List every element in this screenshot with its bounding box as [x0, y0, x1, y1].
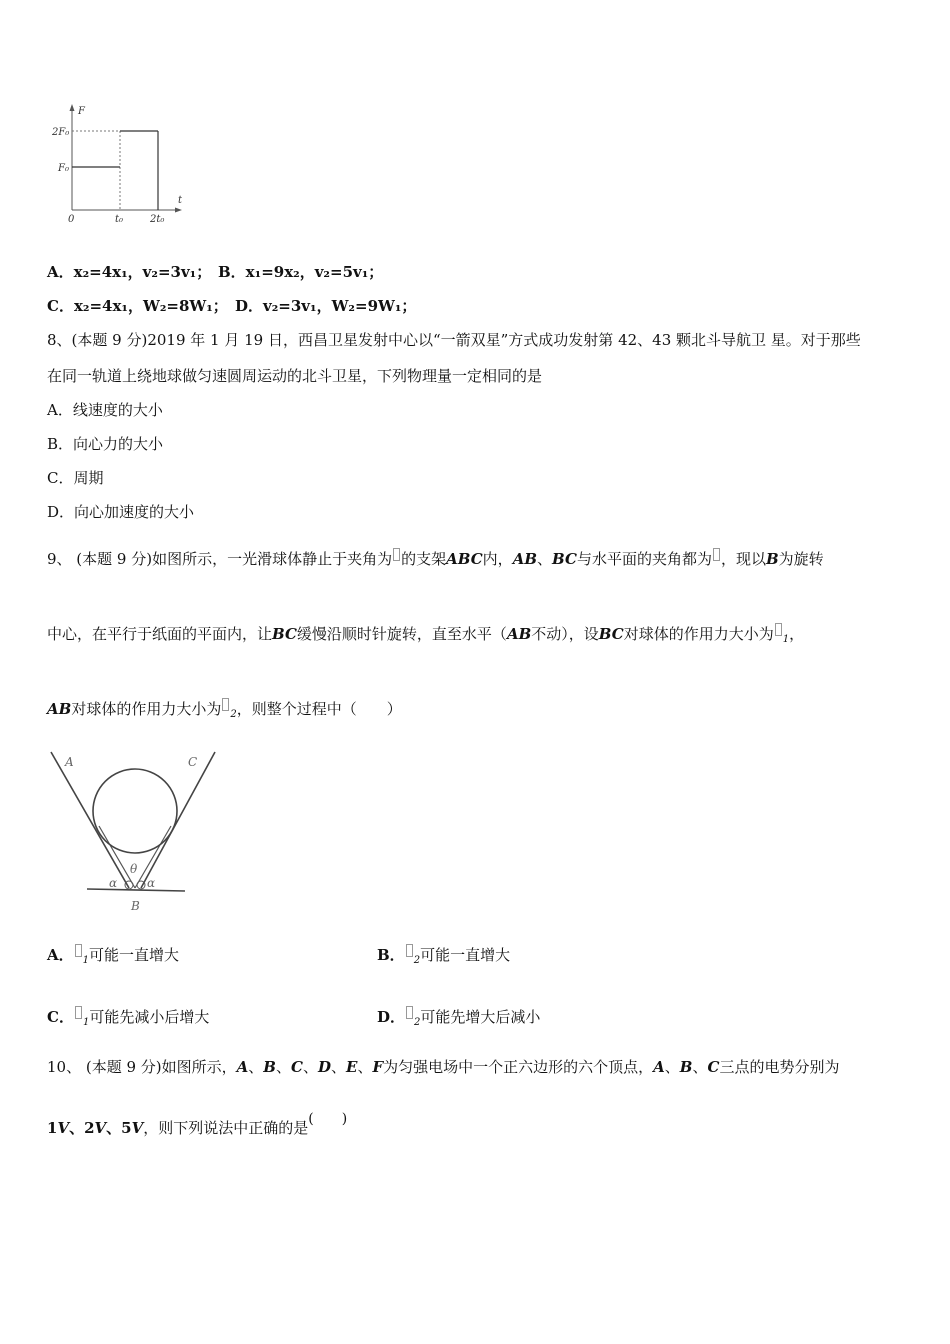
q10-l2-h: ( ) [308, 1111, 348, 1127]
x-axis-label: t [178, 195, 183, 206]
q10-l2-g: ，则下列说法中正确的是 [143, 1119, 309, 1137]
q9-stem-line1 [47, 548, 824, 569]
figure-label-a: A [65, 755, 74, 769]
q9-option-d [377, 1006, 540, 1033]
q9-l1-e: AB [512, 550, 538, 568]
force-time-graph [48, 100, 198, 225]
tick-2t0: 2t₀ [150, 214, 165, 225]
q10-l1-b: A [236, 1058, 249, 1076]
q9-l3-d: ，则整个过程中（ ） [236, 700, 402, 718]
q9-l3-c: 2 [230, 709, 237, 720]
q9-option-a [47, 944, 179, 971]
q9-opt-d-sub: 2 [414, 1017, 421, 1028]
q8-stem-line2: 在同一轨道上绕地球做匀速圆周运动的北斗卫星，下列物理量一定相同的是 [47, 367, 543, 385]
q10-l2-d: V [94, 1119, 107, 1137]
q9-option-c [47, 1006, 209, 1033]
q9-l2-h: 1 [782, 634, 790, 645]
q10-l1-s: 三点的电势分别为 [719, 1058, 840, 1076]
q9-opt-c-text: 可能先减小后增大 [89, 1008, 210, 1026]
alpha-placeholder-icon [713, 548, 720, 561]
q9-opt-c-letter: C． [47, 1008, 74, 1026]
q8-stem-line1: 8、(本题 9 分)2019 年 1 月 19 日，西昌卫星发射中心以“一箭双星”方式成功发射第 42、43 颗北斗导航卫 星。对于那些 [47, 331, 861, 349]
tick-t0: t₀ [115, 214, 124, 225]
f2-placeholder-icon [406, 1006, 413, 1019]
q9-l1-j: B [765, 550, 779, 568]
q7-option-d: D．v₂=3v₁，W₂=9W₁； [235, 297, 417, 315]
q9-l2-b: BC [272, 625, 297, 643]
q9-l1-i: ，现以 [720, 550, 766, 568]
q9-l1-b: 的支架 [401, 550, 447, 568]
y-axis-label: F [78, 106, 85, 117]
f1-placeholder-icon [75, 944, 82, 957]
figure-label-alpha-right: α [147, 876, 156, 890]
q9-opt-b-sub: 2 [413, 955, 421, 966]
q9-l3-a: AB [47, 700, 72, 718]
q10-l2-a: 1 [47, 1119, 58, 1137]
q10-l1-c: 、 [248, 1058, 264, 1076]
q10-l1-g: 、 [302, 1058, 318, 1076]
theta-placeholder-icon [393, 548, 400, 561]
sphere-bracket-figure [45, 748, 225, 918]
q10-l1-q: 、 [692, 1058, 708, 1076]
q10-l1-e: 、 [275, 1058, 291, 1076]
q10-stem-line1 [47, 1057, 839, 1077]
f2-placeholder-icon [406, 944, 413, 957]
figure-label-theta: θ [130, 862, 138, 876]
q8-option-b: B．向心力的大小 [47, 435, 164, 453]
q9-l3-b: 对球体的作用力大小为 [71, 700, 222, 718]
q7-option-c: C．x₂=4x₁，W₂=8W₁； [47, 297, 228, 315]
f1-placeholder-icon [75, 1006, 82, 1019]
q10-l2-f: V [131, 1119, 144, 1137]
tick-F0: F₀ [58, 163, 69, 174]
q9-l1-a: 9、 (本题 9 分)如图所示，一光滑球体静止于夹角为 [47, 550, 393, 568]
q10-l1-i: 、 [330, 1058, 346, 1076]
q8-option-c: C．周期 [47, 469, 104, 487]
q9-l1-h: 与水平面的夹角都为 [576, 550, 712, 568]
f2-placeholder-icon [222, 698, 229, 711]
q9-l1-c: ABC [446, 550, 483, 568]
q10-l1-a: 10、 (本题 9 分)如图所示， [47, 1058, 237, 1076]
q10-l1-r: C [707, 1058, 720, 1076]
q10-l1-j: E [346, 1058, 358, 1076]
q10-l1-f: C [291, 1058, 303, 1076]
ground-line [87, 889, 185, 891]
q7-option-b: B．x₁=9x₂，v₂=5v₁； [218, 263, 384, 281]
q10-l1-n: A [653, 1058, 665, 1076]
q9-l2-g: 对球体的作用力大小为 [623, 625, 774, 643]
q9-l1-f: 、 [537, 550, 553, 568]
q7-option-a: A．x₂=4x₁，v₂=3v₁； [47, 263, 212, 281]
figure-label-c: C [188, 755, 198, 769]
q10-l2-c: 、2 [69, 1119, 95, 1137]
q10-l1-l: F [372, 1058, 384, 1076]
q9-l2-e: 不动），设 [531, 625, 599, 643]
origin-label: 0 [68, 214, 75, 225]
q9-opt-d-text: 可能先增大后减小 [420, 1008, 541, 1026]
q9-opt-b-letter: B． [377, 946, 405, 964]
q9-l2-a: 中心，在平行于纸面的平面内，让 [47, 625, 273, 643]
q9-opt-d-letter: D． [377, 1008, 406, 1026]
q9-l1-g: BC [552, 550, 577, 568]
q9-opt-b-text: 可能一直增大 [420, 946, 511, 964]
q9-stem-line2 [47, 623, 804, 650]
q10-l1-d: B [263, 1058, 276, 1076]
q9-l2-c: 缓慢沿顺时针旋转，直至水平（ [296, 625, 507, 643]
q9-opt-a-text: 可能一直增大 [89, 946, 180, 964]
q10-l1-m: 为匀强电场中一个正六边形的六个顶点， [383, 1058, 654, 1076]
q9-opt-a-letter: A． [47, 946, 74, 964]
q10-l1-p: B [679, 1058, 693, 1076]
q9-opt-c-sub: 1 [82, 1017, 90, 1028]
tick-2F0: 2F₀ [52, 127, 70, 138]
q10-stem-line2 [47, 1111, 348, 1139]
q8-option-d: D．向心加速度的大小 [47, 503, 195, 521]
q10-l2-b: V [57, 1119, 70, 1137]
figure-label-b: B [131, 899, 140, 913]
figure-label-alpha-left: α [109, 876, 118, 890]
q9-l2-d: AB [506, 625, 532, 643]
y-axis-arrow [70, 104, 75, 111]
q10-l1-k: 、 [357, 1058, 373, 1076]
q10-l1-o: 、 [664, 1058, 680, 1076]
q10-l1-h: D [317, 1058, 331, 1076]
q8-option-a: A．线速度的大小 [47, 401, 163, 419]
f1-placeholder-icon [775, 623, 782, 636]
q9-l1-k: 为旋转 [778, 550, 824, 568]
q9-l2-f: BC [598, 625, 624, 643]
sphere [93, 769, 177, 853]
q9-l1-d: 内， [482, 550, 513, 568]
q9-opt-a-sub: 1 [82, 955, 90, 966]
x-axis-arrow [175, 208, 182, 213]
q9-stem-line3 [47, 698, 402, 725]
q9-l2-i: ， [789, 625, 805, 643]
q10-l2-e: 、5 [106, 1119, 132, 1137]
q9-option-b [377, 944, 510, 971]
